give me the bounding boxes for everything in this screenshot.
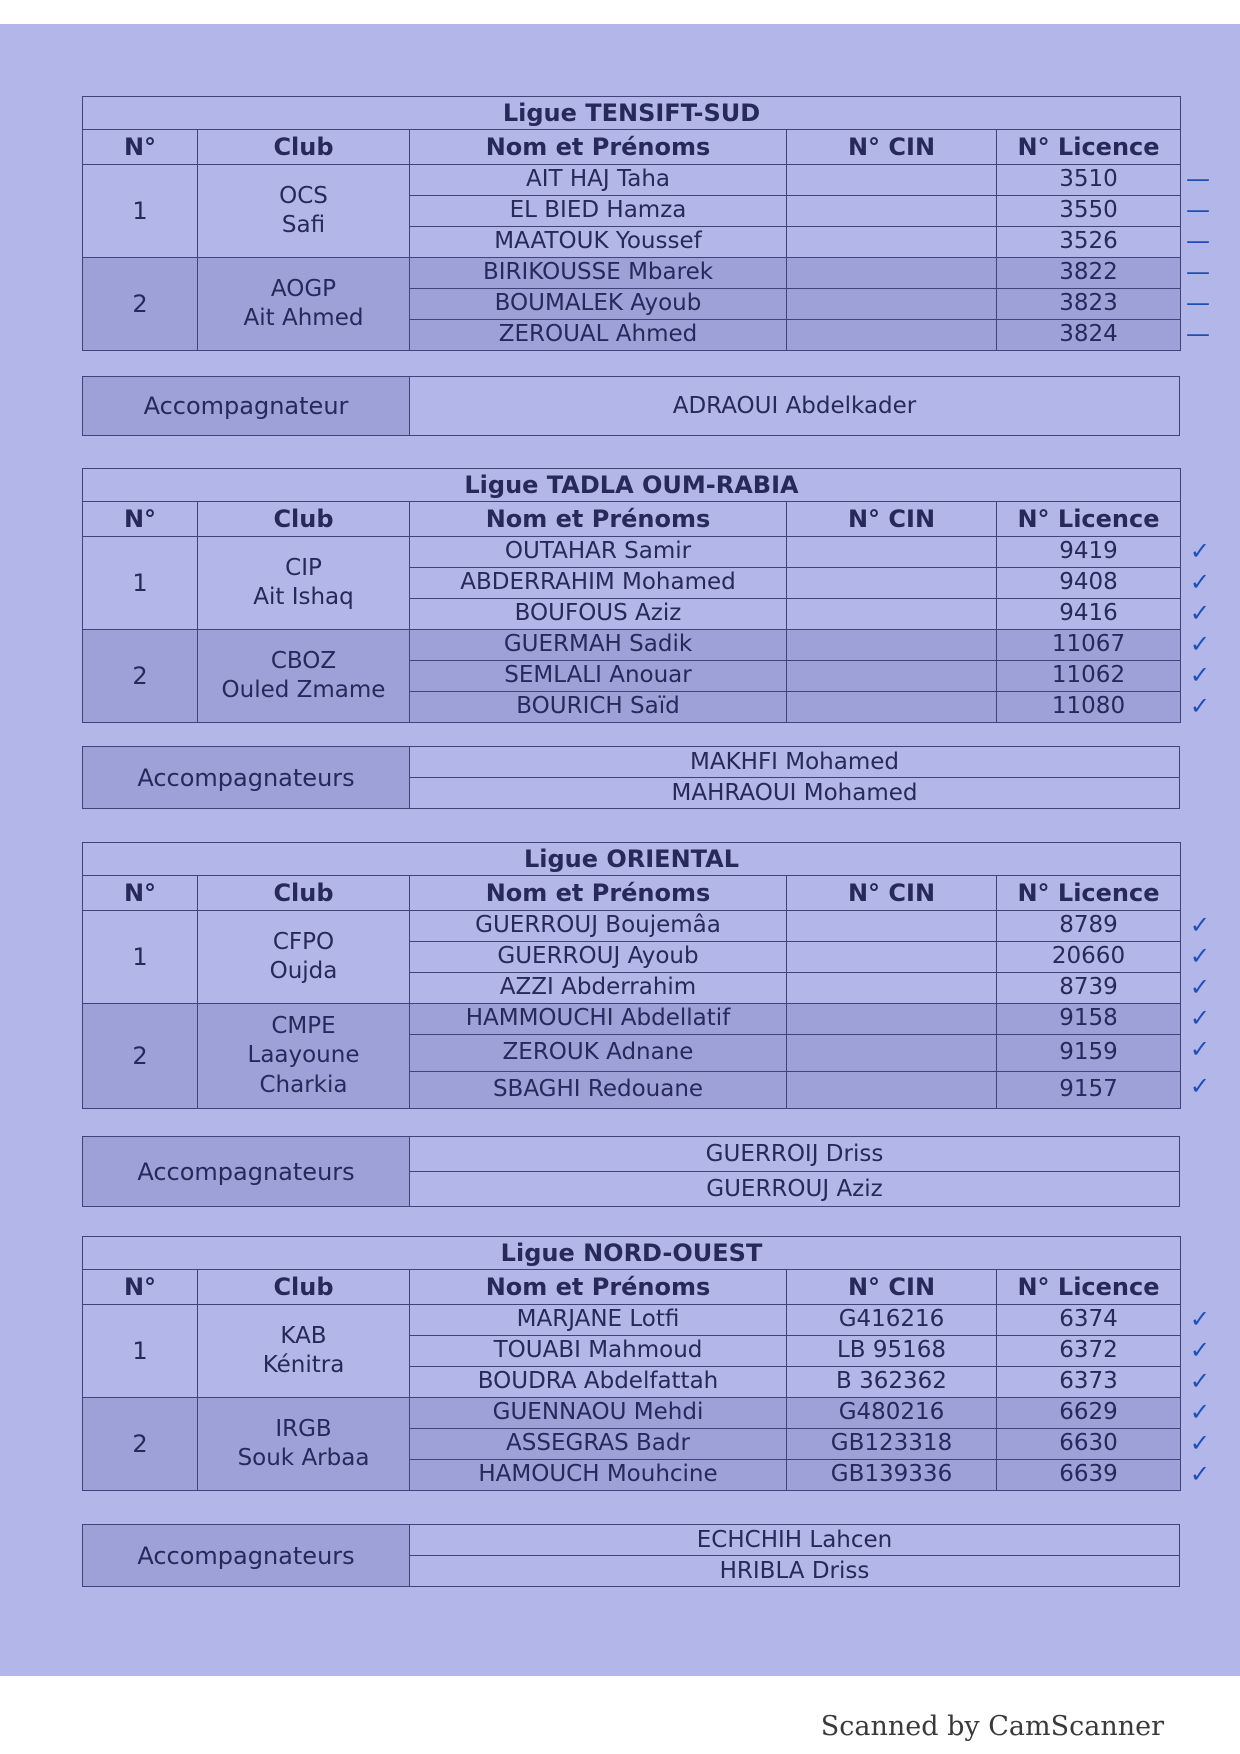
- club-cell: [198, 1004, 410, 1109]
- player-licence-cell: [997, 1460, 1210, 1491]
- club-name: CBOZ: [270, 647, 337, 674]
- handwritten-mark: ✓: [1189, 537, 1210, 565]
- player-licence: 8789: [1059, 912, 1118, 939]
- accompagnateur-table: [82, 376, 1180, 436]
- club-city: Ouled Zmame: [221, 677, 386, 703]
- header-cin: N° CIN: [787, 130, 997, 165]
- accompagnateur-name: HRIBLA Driss: [410, 1556, 1180, 1587]
- player-name: GUERROUJ Boujemâa: [410, 911, 787, 942]
- club-city-line2: Charkia: [259, 1071, 348, 1098]
- player-licence-cell: [997, 320, 1211, 351]
- player-cin: [787, 1035, 997, 1072]
- league-title: Ligue ORIENTAL: [83, 843, 1181, 876]
- player-licence: 11067: [1051, 631, 1126, 658]
- club-number: 2: [83, 1398, 198, 1491]
- player-licence: 11080: [1051, 693, 1126, 720]
- player-cin: [787, 911, 997, 942]
- handwritten-mark: ✓: [1189, 1336, 1210, 1364]
- league-table-nord-ouest: [82, 1236, 1210, 1491]
- table-row: [83, 630, 1181, 661]
- player-name: MARJANE Lotfi: [410, 1305, 787, 1336]
- player-licence-cell: [997, 537, 1210, 568]
- player-licence: 9159: [1059, 1039, 1118, 1066]
- club-cell: [198, 630, 410, 723]
- player-cin: [787, 973, 997, 1004]
- player-licence-cell: [997, 973, 1210, 1004]
- table-row: [83, 1398, 1181, 1429]
- handwritten-mark: ✓: [1189, 911, 1210, 939]
- header-name: Nom et Prénoms: [410, 1270, 787, 1305]
- player-cin: [787, 599, 997, 630]
- handwritten-mark: —: [1186, 227, 1211, 255]
- handwritten-mark: —: [1186, 289, 1211, 317]
- header-club: Club: [198, 876, 410, 911]
- player-cin: [787, 568, 997, 599]
- accompagnateur-table: [82, 1136, 1180, 1207]
- club-cell: [198, 1398, 410, 1491]
- player-cin: [787, 942, 997, 973]
- player-name: BIRIKOUSSE Mbarek: [410, 258, 787, 289]
- player-cin: [787, 692, 997, 723]
- table-row: [83, 1004, 1181, 1035]
- player-cin: [787, 1004, 997, 1035]
- handwritten-mark: ✓: [1189, 942, 1210, 970]
- player-licence-cell: [997, 1004, 1210, 1035]
- player-licence: 3823: [1059, 290, 1118, 317]
- player-licence: 6630: [1059, 1430, 1118, 1457]
- player-cin: [787, 1072, 997, 1109]
- handwritten-mark: ✓: [1189, 1398, 1210, 1426]
- header-cin: N° CIN: [787, 876, 997, 911]
- player-name: BOUFOUS Aziz: [410, 599, 787, 630]
- player-licence-cell: [997, 1429, 1210, 1460]
- accompagnateur-label: Accompagnateurs: [83, 1525, 410, 1587]
- club-cell: [198, 537, 410, 630]
- player-cin: [787, 320, 997, 351]
- header-licence: N° Licence: [997, 502, 1181, 537]
- player-licence: 9408: [1059, 569, 1118, 596]
- player-licence: 9158: [1059, 1005, 1118, 1032]
- header-cin: N° CIN: [787, 502, 997, 537]
- player-licence-cell: [997, 165, 1211, 196]
- player-licence-cell: [997, 1072, 1210, 1109]
- club-number: 1: [83, 1305, 198, 1398]
- club-name: CFPO: [272, 928, 335, 955]
- club-cell: [198, 165, 410, 258]
- player-cin: [787, 227, 997, 258]
- player-name: BOURICH Saïd: [410, 692, 787, 723]
- player-name: OUTAHAR Samir: [410, 537, 787, 568]
- player-licence-cell: [997, 227, 1211, 258]
- table-row: [83, 258, 1181, 289]
- player-licence-cell: [997, 661, 1210, 692]
- handwritten-mark: ✓: [1189, 661, 1210, 689]
- accompagnateur-label: Accompagnateur: [83, 377, 410, 436]
- player-licence: 9157: [1059, 1076, 1118, 1103]
- player-name: AZZI Abderrahim: [410, 973, 787, 1004]
- player-licence-cell: [997, 911, 1210, 942]
- handwritten-mark: ✓: [1189, 1004, 1210, 1032]
- header-licence: N° Licence: [997, 130, 1181, 165]
- player-licence: 3822: [1059, 259, 1118, 286]
- club-number: 2: [83, 1004, 198, 1109]
- handwritten-mark: ✓: [1189, 1429, 1210, 1457]
- handwritten-mark: ✓: [1189, 630, 1210, 658]
- accompagnateur-table: [82, 746, 1180, 809]
- handwritten-mark: ✓: [1189, 973, 1210, 1001]
- table-row: [83, 537, 1181, 568]
- player-cin: B 362362: [787, 1367, 997, 1398]
- player-licence: 11062: [1051, 662, 1126, 689]
- club-number: 2: [83, 258, 198, 351]
- handwritten-mark: —: [1186, 258, 1211, 286]
- player-licence: 9419: [1059, 538, 1118, 565]
- header-num: N°: [83, 876, 198, 911]
- club-city: Safi: [281, 212, 326, 238]
- handwritten-mark: ✓: [1189, 1035, 1210, 1063]
- header-num: N°: [83, 1270, 198, 1305]
- league-title: Ligue TENSIFT-SUD: [83, 97, 1181, 130]
- player-licence: 3510: [1059, 166, 1118, 193]
- player-cin: GB123318: [787, 1429, 997, 1460]
- player-licence-cell: [997, 1336, 1210, 1367]
- player-licence-cell: [997, 1398, 1210, 1429]
- handwritten-mark: ✓: [1189, 568, 1210, 596]
- league-table-tensift-sud: [82, 96, 1211, 351]
- club-name: OCS: [279, 182, 328, 209]
- header-name: Nom et Prénoms: [410, 130, 787, 165]
- header-club: Club: [198, 502, 410, 537]
- player-name: TOUABI Mahmoud: [410, 1336, 787, 1367]
- player-name: HAMMOUCHI Abdellatif: [410, 1004, 787, 1035]
- player-licence-cell: [997, 1035, 1210, 1072]
- handwritten-mark: ✓: [1189, 599, 1210, 627]
- handwritten-mark: ✓: [1189, 1367, 1210, 1395]
- player-licence: 3824: [1059, 321, 1118, 348]
- player-cin: [787, 537, 997, 568]
- player-licence-cell: [997, 289, 1211, 320]
- club-cell: [198, 258, 410, 351]
- player-name: ZEROUAL Ahmed: [410, 320, 787, 351]
- accompagnateur-name: MAKHFI Mohamed: [410, 747, 1180, 778]
- player-cin: [787, 289, 997, 320]
- player-cin: [787, 196, 997, 227]
- player-name: ASSEGRAS Badr: [410, 1429, 787, 1460]
- handwritten-mark: —: [1186, 196, 1211, 224]
- player-licence-cell: [997, 630, 1210, 661]
- player-licence: 6373: [1059, 1368, 1118, 1395]
- club-name: IRGB: [275, 1415, 332, 1442]
- player-licence-cell: [997, 942, 1210, 973]
- header-club: Club: [198, 1270, 410, 1305]
- club-name: CMPE: [271, 1012, 336, 1039]
- header-licence: N° Licence: [997, 1270, 1181, 1305]
- player-licence-cell: [997, 568, 1210, 599]
- player-cin: [787, 661, 997, 692]
- club-number: 1: [83, 537, 198, 630]
- club-number: 2: [83, 630, 198, 723]
- header-num: N°: [83, 502, 198, 537]
- player-cin: G480216: [787, 1398, 997, 1429]
- player-name: MAATOUK Youssef: [410, 227, 787, 258]
- accompagnateur-name: GUERROUJ Aziz: [410, 1172, 1180, 1207]
- player-licence: 6372: [1059, 1337, 1118, 1364]
- handwritten-mark: ✓: [1189, 1305, 1210, 1333]
- accompagnateur-name: ADRAOUI Abdelkader: [410, 377, 1180, 436]
- club-city: Kénitra: [262, 1352, 345, 1378]
- player-licence: 8739: [1059, 974, 1118, 1001]
- player-licence: 6374: [1059, 1306, 1118, 1333]
- player-name: ABDERRAHIM Mohamed: [410, 568, 787, 599]
- player-licence-cell: [997, 599, 1210, 630]
- club-number: 1: [83, 911, 198, 1004]
- league-title: Ligue TADLA OUM-RABIA: [83, 469, 1181, 502]
- club-city: Ait Ahmed: [243, 305, 364, 331]
- club-number: 1: [83, 165, 198, 258]
- player-cin: [787, 258, 997, 289]
- header-cin: N° CIN: [787, 1270, 997, 1305]
- player-licence-cell: [997, 196, 1211, 227]
- header-num: N°: [83, 130, 198, 165]
- accompagnateur-label: Accompagnateurs: [83, 747, 410, 809]
- club-name: AOGP: [270, 275, 337, 302]
- player-name: SEMLALI Anouar: [410, 661, 787, 692]
- scanner-watermark: Scanned by CamScanner: [820, 1711, 1164, 1742]
- accompagnateur-table: [82, 1524, 1180, 1587]
- player-name: GUERROUJ Ayoub: [410, 942, 787, 973]
- club-cell: [198, 1305, 410, 1398]
- club-city: Ait Ishaq: [253, 584, 354, 610]
- accompagnateur-label: Accompagnateurs: [83, 1137, 410, 1207]
- handwritten-mark: —: [1186, 320, 1211, 348]
- scanned-sheet: [0, 24, 1240, 1676]
- player-cin: [787, 630, 997, 661]
- player-licence-cell: [997, 692, 1210, 723]
- table-row: [83, 165, 1181, 196]
- player-cin: G416216: [787, 1305, 997, 1336]
- handwritten-mark: ✓: [1189, 692, 1210, 720]
- player-licence: 6629: [1059, 1399, 1118, 1426]
- player-licence-cell: [997, 1367, 1210, 1398]
- player-licence: 20660: [1051, 943, 1126, 970]
- header-club: Club: [198, 130, 410, 165]
- player-name: HAMOUCH Mouhcine: [410, 1460, 787, 1491]
- player-name: EL BIED Hamza: [410, 196, 787, 227]
- league-table-oriental: [82, 842, 1210, 1109]
- club-city: Souk Arbaa: [237, 1445, 370, 1471]
- header-name: Nom et Prénoms: [410, 876, 787, 911]
- league-table-tadla-oum-rabia: [82, 468, 1210, 723]
- player-licence-cell: [997, 258, 1211, 289]
- player-name: BOUMALEK Ayoub: [410, 289, 787, 320]
- accompagnateur-name: MAHRAOUI Mohamed: [410, 778, 1180, 809]
- handwritten-mark: ✓: [1189, 1460, 1210, 1488]
- handwritten-mark: ✓: [1189, 1072, 1210, 1100]
- header-licence: N° Licence: [997, 876, 1181, 911]
- player-licence: 3550: [1059, 197, 1118, 224]
- player-cin: LB 95168: [787, 1336, 997, 1367]
- accompagnateur-name: ECHCHIH Lahcen: [410, 1525, 1180, 1556]
- player-cin: [787, 165, 997, 196]
- table-row: [83, 1305, 1181, 1336]
- player-name: ZEROUK Adnane: [410, 1035, 787, 1072]
- player-name: BOUDRA Abdelfattah: [410, 1367, 787, 1398]
- player-name: SBAGHI Redouane: [410, 1072, 787, 1109]
- accompagnateur-name: GUERROIJ Driss: [410, 1137, 1180, 1172]
- club-city: Oujda: [269, 958, 338, 984]
- club-name: KAB: [280, 1322, 327, 1349]
- player-licence: 6639: [1059, 1461, 1118, 1488]
- handwritten-mark: —: [1186, 165, 1211, 193]
- player-cin: GB139336: [787, 1460, 997, 1491]
- player-name: AIT HAJ Taha: [410, 165, 787, 196]
- player-licence: 9416: [1059, 600, 1118, 627]
- player-licence: 3526: [1059, 228, 1118, 255]
- league-title: Ligue NORD-OUEST: [83, 1237, 1181, 1270]
- club-cell: [198, 911, 410, 1004]
- club-city: Laayoune: [247, 1042, 360, 1069]
- header-name: Nom et Prénoms: [410, 502, 787, 537]
- player-name: GUERMAH Sadik: [410, 630, 787, 661]
- table-row: [83, 911, 1181, 942]
- player-licence-cell: [997, 1305, 1210, 1336]
- player-name: GUENNAOU Mehdi: [410, 1398, 787, 1429]
- club-name: CIP: [285, 554, 322, 581]
